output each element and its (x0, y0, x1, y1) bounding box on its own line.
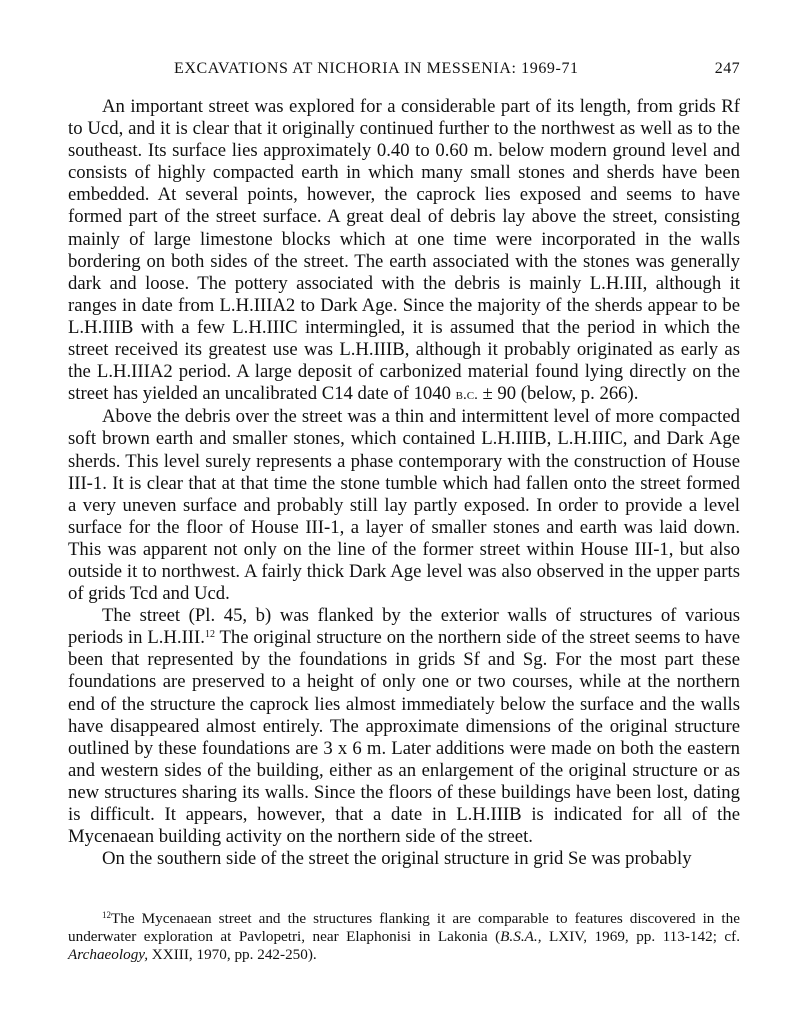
main-text (68, 96, 740, 870)
footnote (68, 910, 740, 964)
paragraph-3 (68, 605, 740, 848)
footnote-text-c: XXIII, 1970, pp. 242-250). (148, 946, 317, 963)
paragraph-1-text: An important street was explored for a considerable part of its length, from grids Rf to Ucd, and it is clear that it originally continued further to the northwest as well as to the southeast. Its surface lies approximately 0.40 to 0.60 m. below modern ground level and consists of highly compacted earth in which many small stones and sherds have been embedded. At several points, however, the caprock lies exposed and seems to have formed part of the street surface. A great deal of debris lay above the street, consisting mainly of large limestone blocks which at one time were incorporated in the walls bordering on both sides of the street. The earth associated with the stones was generally dark and loose. The pottery associated with the debris is mainly L.H.III, although it ranges in date from L.H.IIIA2 to Dark Age. Since the majority of the sherds appear to be L.H.IIIB with a few L.H.IIIC intermingled, it is assumed that the period in which the street received its greatest use was L.H.IIIB, although it probably originated as early as the L.H.IIIA2 period. A large deposit of carbonized material found lying directly on the street has yielded an uncalibrated C14 date of 1040 (68, 96, 740, 405)
era-abbrev: b.c. (455, 387, 478, 404)
paragraph-3-rest: The original structure on the northern side of the street seems to have been that represented by the foundations in grids Sf and Sg. For the most part these foundations are preserved to a height of only one or two courses, while at the northern end of the structure the caprock lies almost immediately below the surface and the walls have disappeared almost entirely. The approximate dimensions of the original structure outlined by these foundations are 3 x 6 m. Later additions were made on both the eastern and western sides of the building, either as an enlargement of the original structure or as new structures sharing its walls. Since the floors of these buildings have been lost, dating is difficult. It appears, however, that a date in L.H.IIIB is indicated for all of the Mycenaean building activity on the northern side of the street. (68, 627, 740, 848)
paragraph-4: On the southern side of the street the original structure in grid Se was probably (102, 848, 692, 870)
footnote-journal-bsa: B.S.A., (500, 928, 542, 945)
running-header (68, 58, 740, 82)
footnote-mark: 12 (102, 910, 111, 920)
footnote-journal-archaeology: Archaeology, (68, 946, 148, 963)
paragraph-1 (68, 96, 740, 406)
paragraph-1-end: ± 90 (below, p. 266). (482, 383, 639, 405)
running-title: EXCAVATIONS AT NICHORIA IN MESSENIA: 1969-71 (174, 60, 579, 77)
footnote-ref[interactable]: 12 (204, 629, 215, 641)
footnote-text-a: The Mycenaean street and the structures flanking it are comparable to features discovered in the underwater exploration at Pavlopetri, near Elaphonisi in Lakonia ( (68, 910, 740, 945)
page-number: 247 (714, 60, 740, 77)
footnote-text-b: LXIV, 1969, pp. 113-142; cf. (541, 928, 740, 945)
paragraph-2: Above the debris over the street was a thin and intermittent level of more compacted soft brown earth and smaller stones, which contained L.H.IIIB, L.H.IIIC, and Dark Age sherds. This level surely represents a phase contemporary with the construction of House III-1. It is clear that at that time the stone tumble which had fallen onto the street formed a very uneven surface and probably still lay partly exposed. In order to provide a level surface for the floor of House III-1, a layer of smaller stones and earth was laid down. This was apparent not only on the line of the former street within House III-1, but also outside it to northwest. A fairly thick Dark Age level was also observed in the upper parts of grids Tcd and Ucd. (68, 406, 740, 605)
paragraph-3-start: The street (Pl. 45, b) was flanked by the exterior walls of structures of various periods in L.H.III. (68, 605, 740, 649)
